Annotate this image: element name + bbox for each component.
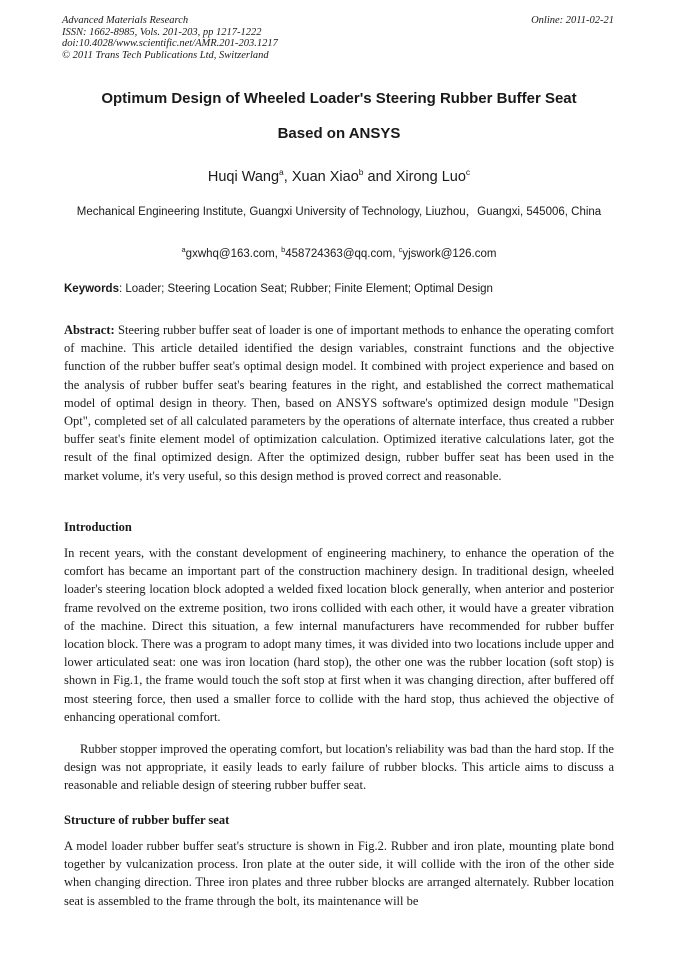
issn-line: ISSN: 1662-8985, Vols. 201-203, pp 1217-1222	[62, 26, 262, 38]
author-list	[40, 167, 638, 185]
structure-paragraph-1: A model loader rubber buffer seat's structure is shown in Fig.2. Rubber and iron plate, mounting plate bond together by vulcanization process. Iron plate at the outer side, it will collide with the iron of the other side when changing direction. Three iron plates and three rubber blocks are arranged alternately. Rubber location seat is assembled to the frame through the bolt, its maintenance will be	[64, 839, 614, 908]
author-3-mark: c	[465, 167, 471, 177]
section-heading-introduction: Introduction	[64, 520, 132, 534]
author-2-mark: b	[358, 167, 364, 177]
copyright-line: © 2011 Trans Tech Publications Ltd, Switzerland	[62, 49, 269, 61]
journal-name: Advanced Materials Research	[62, 15, 189, 26]
affiliation: Mechanical Engineering Institute, Guangxi University of Technology, Liuzhou，Guangxi, 545006, China	[76, 206, 602, 218]
author-3: Xirong Luo	[395, 169, 466, 185]
author-2: Xuan Xiao	[291, 169, 359, 185]
keywords	[64, 283, 616, 295]
abstract	[64, 321, 614, 485]
author-1: Huqi Wang	[207, 169, 280, 185]
email-list	[40, 245, 638, 260]
abstract-text: Steering rubber buffer seat of loader is one of important methods to enhance the operating comfort of machine. This article detailed identified the design variables, constraint functions and the objective function of the rubber buffer seat's optimal design model. It combined with project experience and based on the analysis of rubber buffer seat's bearing features in the right, and established the correct mathematical model of optimal design in theory. Then, based on ANSYS software's optimized design module "Design Opt", completed set of all calculated parameters by the operations of alternate interface, thus created a rubber buffer seat's finite element model of optimization calculation. Optimized iterative calculations later, got the result of the final optimized design. After the optimized design, rubber buffer seat has been used in the market volume, it's very useful, so this design method is proved correct and reasonable.	[64, 323, 614, 483]
email-c: yjswork@126.com	[402, 248, 497, 260]
email-b: 458724363@qq.com,	[285, 248, 399, 260]
keywords-text: : Loader; Steering Location Seat; Rubber; Finite Element; Optimal Design	[118, 283, 493, 295]
email-mark-c: c	[398, 245, 403, 254]
section-heading-structure: Structure of rubber buffer seat	[64, 813, 230, 827]
author-separator: ,	[283, 169, 292, 185]
journal-header	[62, 15, 278, 61]
abstract-label: Abstract:	[64, 323, 115, 337]
author-1-mark: a	[279, 167, 284, 177]
introduction-paragraph-2: Rubber stopper improved the operating comfort, but location's reliability was bad than the hard stop. If the design was not appropriate, it easily leads to early failure of rubber blocks. This article aims to discuss a reasonable and reliable design of steering rubber buffer seat.	[64, 742, 614, 793]
author-separator: and	[363, 169, 396, 185]
introduction-paragraph-1: In recent years, with the constant development of engineering machinery, to enhance the operation of the comfort has became an important part of the construction machinery design. In traditional design, wheeled loader's steering location block adopted a welded fixed location block generally, when anterior and posterior frame revolved on the extreme position, two irons collided with each other, it would have a greater vibration of the machine. Direct this situation, a few internal manufacturers have recommended for rubber buffer location block. There was a program to adopt many times, it was divided into two locations include upper and lower articulated seat: one was iron location (hard stop), the other one was the rubber location (soft stop) is shown in Fig.1, the frame would touch the soft stop at first when it was changing direction, after buffered off most steering force, then used a smaller force to collide with the hard stop, thus achieved the objective of enhancing operational comfort.	[64, 546, 614, 724]
paper-title-line-2: Based on ANSYS	[277, 125, 401, 142]
email-mark-b: b	[281, 245, 286, 254]
paper-title-line-1: Optimum Design of Wheeled Loader's Steering Rubber Buffer Seat	[101, 90, 577, 107]
keywords-label: Keywords	[64, 283, 119, 295]
email-a: gxwhq@163.com,	[185, 248, 282, 260]
online-date: Online: 2011-02-21	[531, 15, 614, 26]
doi-line: doi:10.4028/www.scientific.net/AMR.201-203.1217	[62, 38, 278, 49]
email-mark-a: a	[181, 245, 186, 254]
